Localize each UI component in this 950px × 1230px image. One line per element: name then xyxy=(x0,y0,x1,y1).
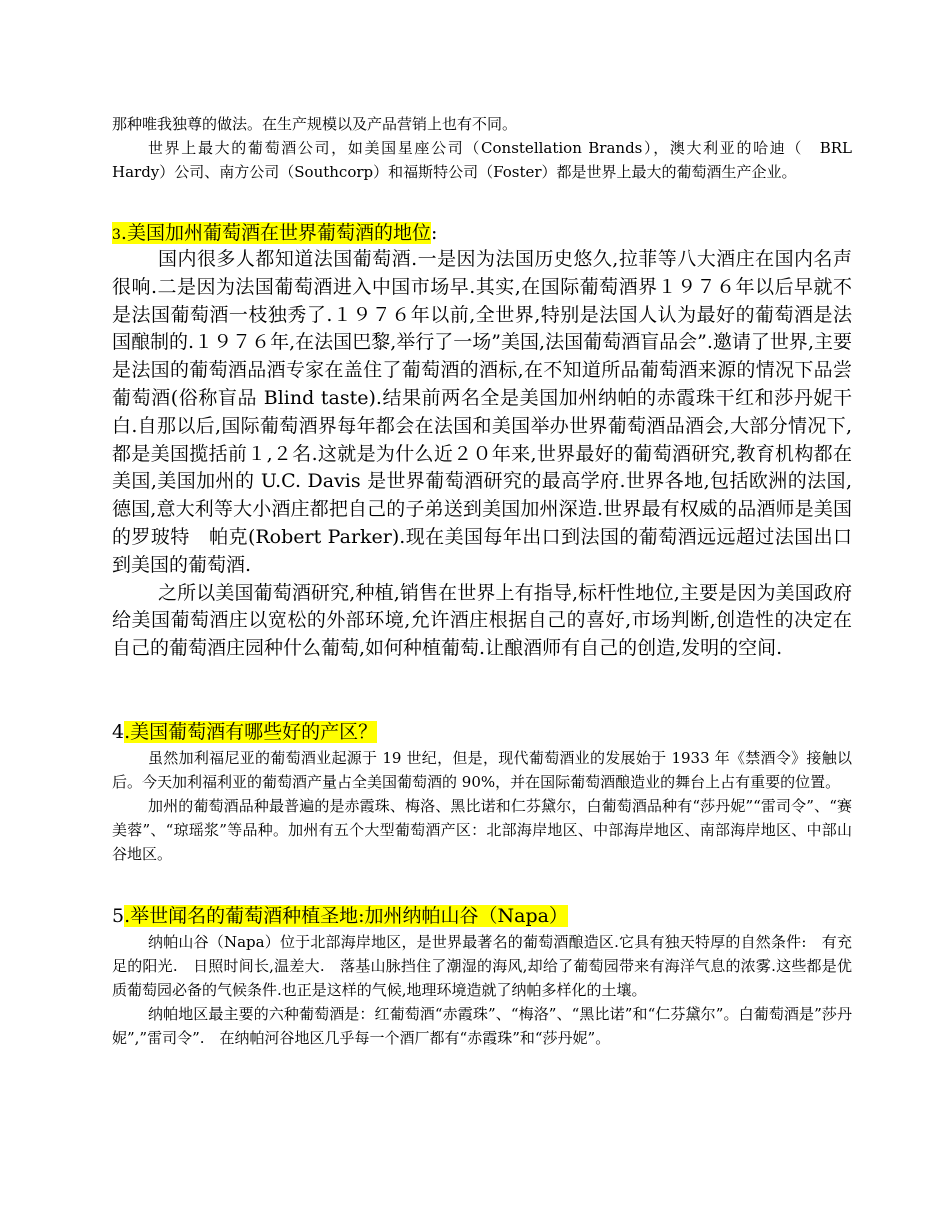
paragraph-napa-valley: 纳帕山谷（Napa）位于北部海岸地区，是世界最著名的葡萄酒酿造区.它具有独天特厚的自然条件: 有充足的阳光. 日照时间长,温差大. 落基山脉挡住了潮湿的海风,却给了葡萄园带来有海洋气息的浓雾.这些都是优质葡萄园必备的气候条件.也正是这样的气候,地理环境造就了纳帕多样化的土壤。 xyxy=(112,933,852,999)
section-5-title: .举世闻名的葡萄酒种植圣地:加州纳帕山谷（Napa） xyxy=(124,905,568,927)
section-5-body xyxy=(112,930,852,1050)
section-5-number: 5 xyxy=(112,905,125,927)
paragraph-companies: 世界上最大的葡萄酒公司，如美国星座公司（Constellation Brands），澳大利亚的哈迪（ BRL Hardy）公司、南方公司（Southcorp）和福斯特公司（Foster）都是世界上最大的葡萄酒生产企业。 xyxy=(112,139,852,181)
section-4-number: 4 xyxy=(112,721,125,743)
section-3-body xyxy=(112,246,852,663)
section-3-highlight xyxy=(112,222,431,244)
section-1-text xyxy=(112,112,852,184)
paragraph-california-history: 虽然加利福尼亚的葡萄酒业起源于 19 世纪，但是，现代葡萄酒业的发展始于 1933 年《禁酒令》接触以后。今天加利福利亚的葡萄酒产量占全美国葡萄酒的 90%，并在国际葡萄酒酿造业的舞台上占有重要的位置。 xyxy=(112,749,852,791)
section-3-title: .美国加州葡萄酒在世界葡萄酒的地位 xyxy=(120,222,431,244)
section-4-body xyxy=(112,746,852,866)
paragraph-continuation: 那种唯我独尊的做法。在生产规模以及产品营销上也有不同。 xyxy=(112,115,518,133)
section-4-title: .美国葡萄酒有哪些好的产区？ xyxy=(124,721,378,743)
paragraph-napa-varieties: 纳帕地区最主要的六种葡萄酒是：红葡萄酒“赤霞珠”、“梅洛”、“黑比诺”和“仁芬黛尔”。白葡萄酒是”莎丹妮”,”雷司令”. 在纳帕河谷地区几乎每一个酒厂都有“赤霞珠”和“莎丹妮”。 xyxy=(112,1005,852,1047)
section-3-number: 3 xyxy=(112,227,121,243)
section-3-colon: : xyxy=(430,222,438,244)
paragraph-us-leadership: 之所以美国葡萄酒研究,种植,销售在世界上有指导,标杆性地位,主要是因为美国政府给美国葡萄酒庄以宽松的外部环境,允许酒庄根据自己的喜好,市场判断,创造性的决定在自己的葡萄酒庄园种什么葡萄,如何种植葡萄.让酿酒师有自己的创造,发明的空间. xyxy=(112,581,852,660)
paragraph-french-wine: 国内很多人都知道法国葡萄酒.一是因为法国历史悠久,拉菲等八大酒庄在国内名声很响.二是因为法国葡萄酒进入中国市场早.其实,在国际葡萄酒界１９７６年以后早就不是法国葡萄酒一枝独秀了.１９７６年以前,全世界,特别是法国人认为最好的葡萄酒是法国酿制的.１９７６年,在法国巴黎,举行了一场”美国,法国葡萄酒盲品会”.邀请了世界,主要是法国的葡萄酒品酒专家在盖住了葡萄酒的酒标,在不知道所品葡萄酒来源的情况下品尝葡萄酒(俗称盲品 Blind taste).结果前两名全是美国加州纳帕的赤霞珠干红和莎丹妮干白.自那以后,国际葡萄酒界每年都会在法国和美国举办世界葡萄酒品酒会,大部分情况下,都是美国揽括前１,２名.这就是为什么近２０年来,世界最好的葡萄酒研究,教育机构都在美国,美国加州的 U.C. Davis 是世界葡萄酒研究的最高学府.世界各地,包括欧洲的法国,德国,意大利等大小酒庄都把自己的子弟送到美国加州深造.世界最有权威的品酒师是美国的罗玻特 帕克(Robert Parker).现在美国每年出口到法国的葡萄酒远远超过法国出口到美国的葡萄酒. xyxy=(112,248,852,576)
paragraph-california-varieties: 加州的葡萄酒品种最普遍的是赤霞珠、梅洛、黑比诺和仁芬黛尔，白葡萄酒品种有“莎丹妮”“雷司令”、“赛美蓉”、“琼瑶浆”等品种。加州有五个大型葡萄酒产区：北部海岸地区、中部海岸地区、南部海岸地区、中部山谷地区。 xyxy=(112,797,852,863)
section-3-heading xyxy=(112,219,437,249)
section-5-heading xyxy=(112,902,568,930)
section-4-heading xyxy=(112,718,377,746)
